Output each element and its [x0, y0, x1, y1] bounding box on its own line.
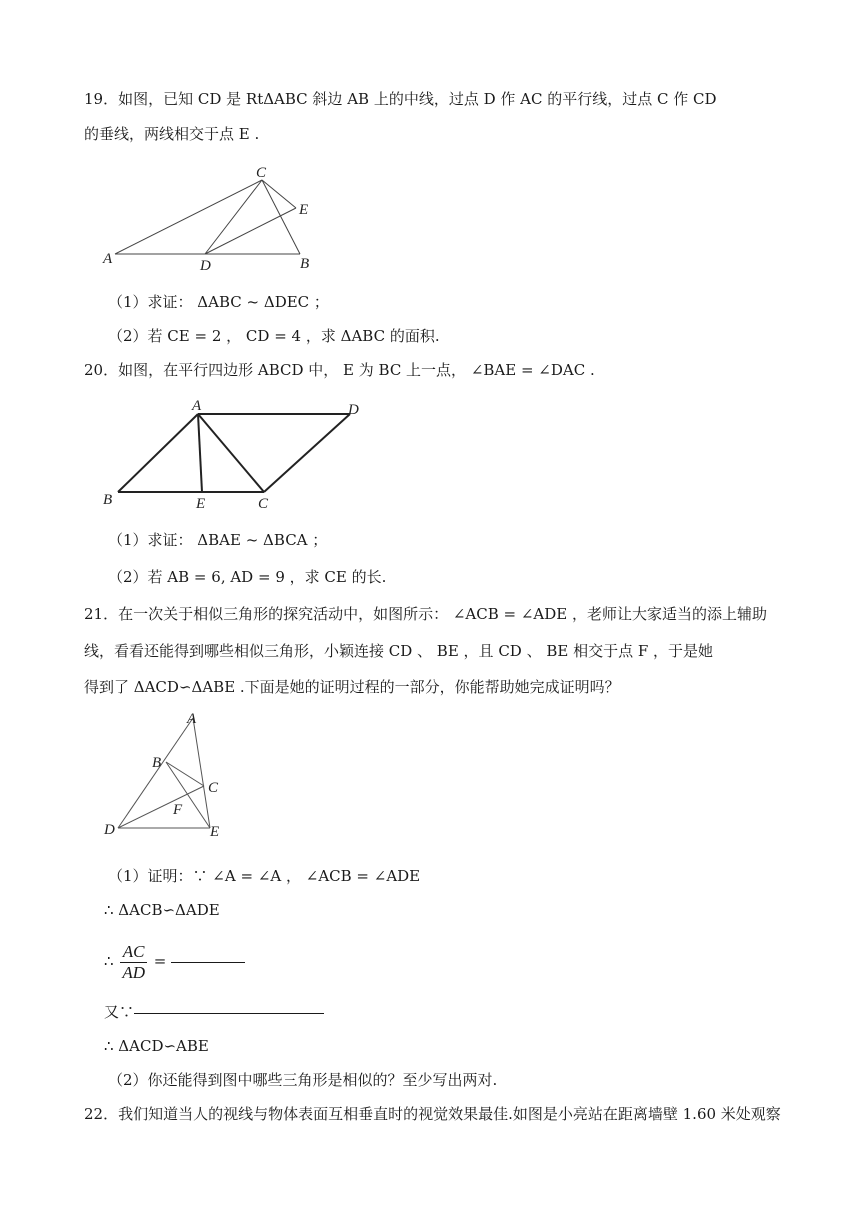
q20-part1: （1）求证： ΔBAE ~ ΔBCA ；	[108, 531, 328, 549]
q20-figure	[98, 394, 373, 514]
q21-line3: 得到了 ΔACD∽ΔABE .下面是她的证明过程的一部分，你能帮助她完成证明吗？	[84, 678, 620, 696]
q19-label-a: A	[103, 251, 113, 267]
q19-label-b: B	[300, 256, 310, 272]
also-because-text: 又∵	[104, 1003, 135, 1021]
q20-line1: 20．如图，在平行四边形 ABCD 中， E 为 BC 上一点， ∠BAE = ∠DAC .	[84, 361, 595, 379]
q21-line1: 21．在一次关于相似三角形的探究活动中，如图所示： ∠ACB = ∠ADE ，老师让大家适当的添上辅助	[84, 605, 768, 623]
q21-proof1: （1）证明：∵ ∠A = ∠A ， ∠ACB = ∠ADE	[108, 867, 421, 885]
q21-proof2: ∴ ΔACB∽ΔADE	[104, 901, 220, 919]
q20-label-d: D	[348, 402, 359, 418]
answer-blank-1[interactable]	[171, 962, 245, 963]
equals-sign: =	[153, 952, 167, 970]
q20-label-e: E	[196, 496, 206, 512]
fraction-denominator: AD	[122, 962, 145, 982]
q19-label-c: C	[256, 165, 267, 181]
q21-label-b: B	[152, 755, 162, 771]
q21-fraction	[120, 942, 147, 983]
q20-label-a: A	[192, 398, 202, 414]
q21-label-a: A	[187, 711, 197, 727]
q21-line2: 线，看看还能得到哪些相似三角形，小颖连接 CD 、 BE ，且 CD 、 BE 相交于点 F ，于是她	[84, 642, 714, 660]
q20-label-c: C	[258, 496, 269, 512]
q21-label-c: C	[208, 780, 219, 796]
q19-label-d: D	[200, 258, 211, 274]
q19-figure	[100, 160, 330, 275]
answer-blank-2[interactable]	[134, 1013, 324, 1014]
q21-label-f: F	[173, 802, 183, 818]
q20-label-b: B	[103, 492, 113, 508]
q21-proof5: ∴ ΔACD∽ABE	[104, 1037, 209, 1055]
q19-part2: （2）若 CE = 2 ， CD = 4 ，求 ΔABC 的面积.	[108, 327, 440, 345]
q21-proof4	[104, 1002, 324, 1022]
q21-label-e: E	[210, 824, 220, 840]
q19-line2: 的垂线，两线相交于点 E .	[84, 125, 260, 143]
fraction-numerator: AC	[120, 942, 147, 963]
q21-proof3	[104, 940, 245, 982]
q21-figure	[100, 710, 235, 840]
q20-part2: （2）若 AB = 6, AD = 9 ，求 CE 的长.	[108, 568, 387, 586]
q22-line1: 22．我们知道当人的视线与物体表面互相垂直时的视觉效果最佳.如图是小亮站在距离墙壁 1.60 米处观察	[84, 1105, 781, 1123]
q19-label-e: E	[299, 202, 309, 218]
therefore-symbol: ∴	[104, 952, 114, 970]
q19-part1: （1）求证： ΔABC ~ ΔDEC ；	[108, 293, 329, 311]
q19-line1: 19．如图，已知 CD 是 RtΔABC 斜边 AB 上的中线，过点 D 作 AC 的平行线，过点 C 作 CD	[84, 90, 717, 108]
q21-part2: （2）你还能得到图中哪些三角形是相似的？至少写出两对.	[108, 1071, 498, 1089]
q21-label-d: D	[104, 822, 115, 838]
